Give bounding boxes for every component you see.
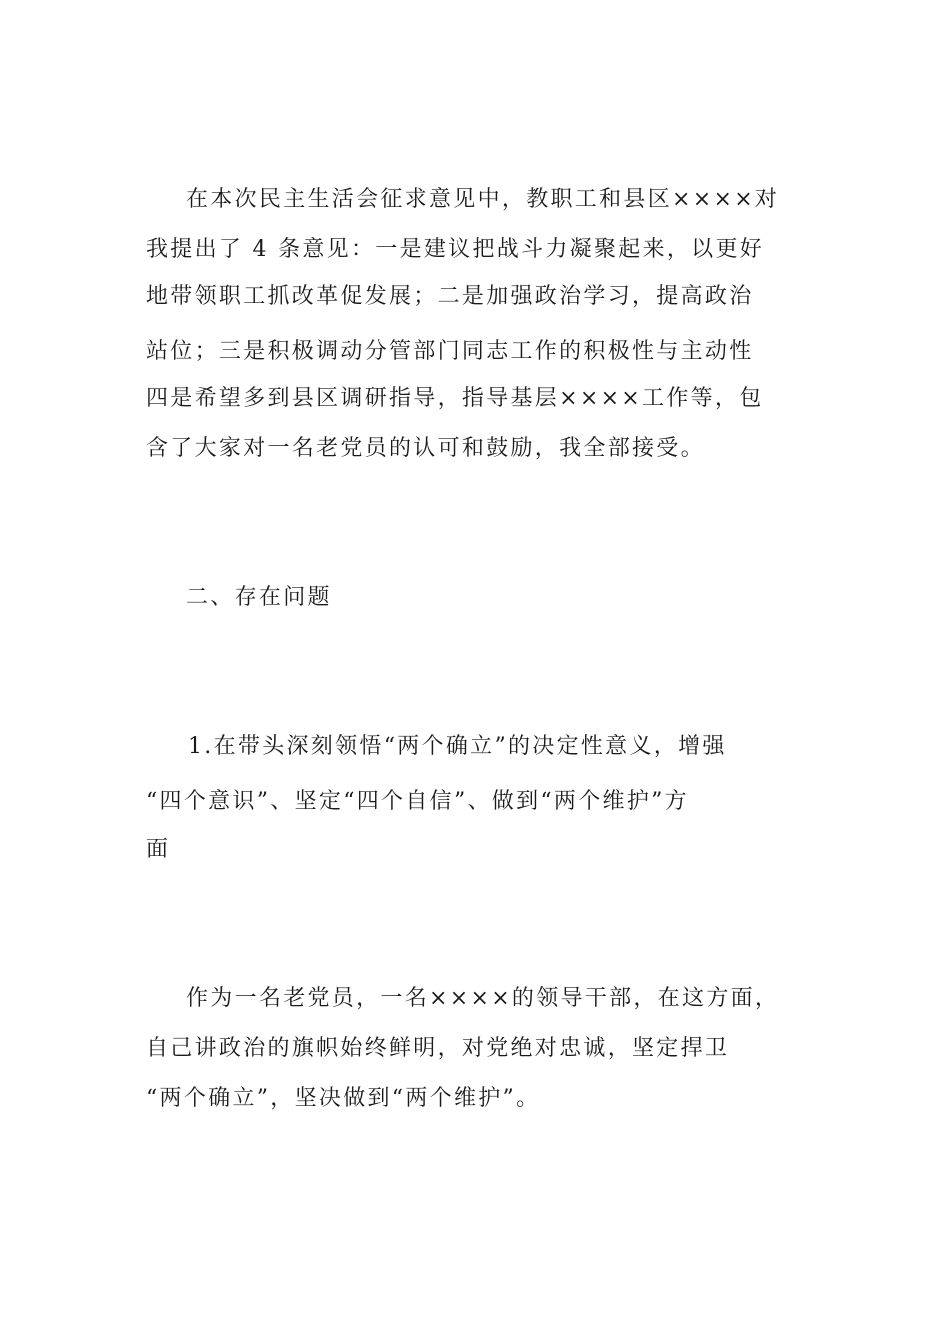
subheading-line: 1.在带头深刻领悟“两个确立”的决定性意义，增强	[188, 734, 727, 759]
paragraph-line: 含了大家对一名老党员的认可和鼓励，我全部接受。	[146, 436, 705, 461]
subheading-line: 面	[146, 837, 171, 862]
paragraph-line: 作为一名老党员，一名××××的领导干部，在这方面，	[186, 986, 780, 1011]
paragraph-line: 地带领职工抓改革促发展；二是加强政治学习，提高政治	[146, 284, 754, 309]
paragraph-line: 自己讲政治的旗帜始终鲜明，对党绝对忠诚，坚定捍卫	[146, 1036, 730, 1061]
paragraph-line: 我提出了 4 条意见：一是建议把战斗力凝聚起来，以更好	[146, 237, 765, 262]
paragraph-line: 四是希望多到县区调研指导，指导基层××××工作等，包	[146, 386, 764, 411]
subheading-line: “四个意识”、坚定“四个自信”、做到“两个维护”方	[146, 789, 689, 814]
section-heading: 二、存在问题	[186, 585, 332, 610]
paragraph-line: 在本次民主生活会征求意见中，教职工和县区××××对	[186, 187, 780, 212]
paragraph-line: “两个确立”，坚决做到“两个维护”。	[146, 1086, 541, 1111]
paragraph-line: 站位；三是积极调动分管部门同志工作的积极性与主动性	[146, 339, 754, 364]
